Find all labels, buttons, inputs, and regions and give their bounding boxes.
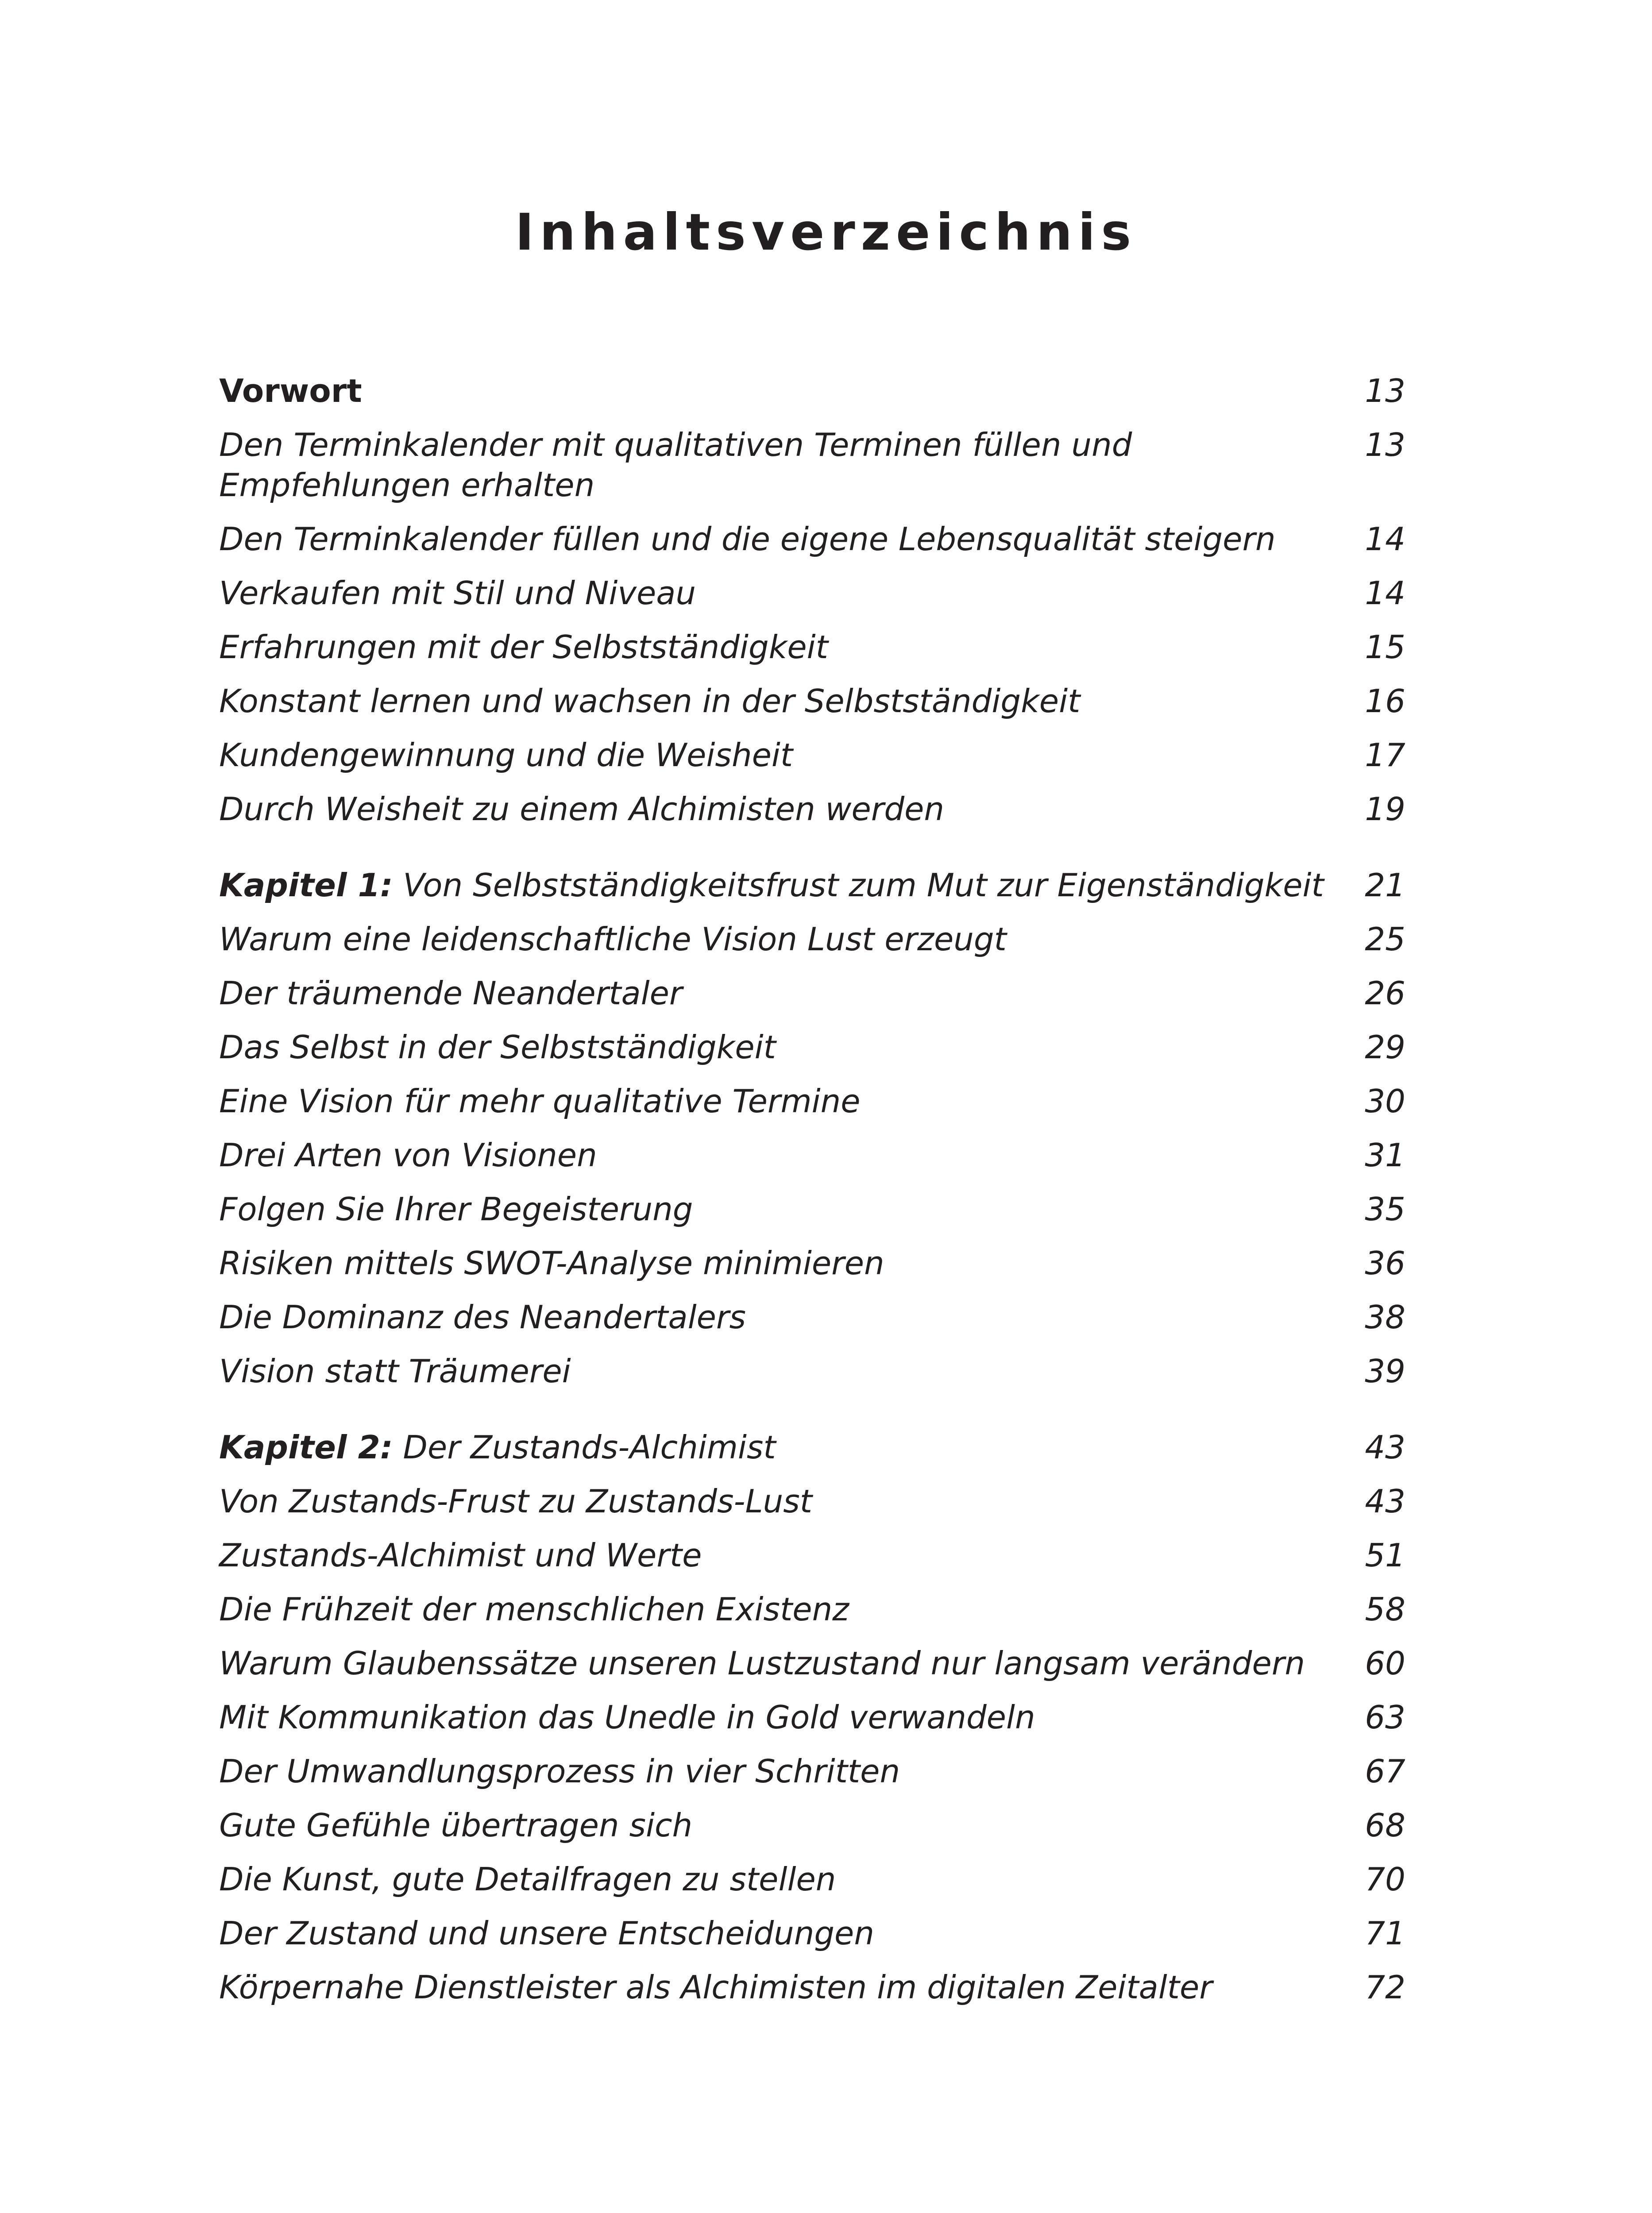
toc-entry — [219, 1859, 1405, 1900]
toc-entry-title: Mit Kommunikation das Unedle in Gold verwandeln — [219, 1699, 1035, 1736]
toc-entry-title: Der Zustand und unsere Entscheidungen — [219, 1915, 874, 1952]
toc-page-number: 17 — [1365, 736, 1405, 774]
toc-page-number: 39 — [1365, 1353, 1405, 1390]
toc-page-number: 71 — [1365, 1915, 1405, 1952]
toc-entry-title: Gute Gefühle übertragen sich — [219, 1807, 693, 1844]
toc-page-number: 43 — [1365, 1483, 1405, 1520]
toc-entry-title: Das Selbst in der Selbstständigkeit — [219, 1029, 776, 1066]
toc-entry-title: Der träumende Neandertaler — [219, 975, 683, 1012]
toc-entry — [219, 1081, 1405, 1122]
toc-entry-title: Warum Glaubenssätze unseren Lustzustand nur langsam verändern — [219, 1645, 1305, 1682]
toc-page-number: 67 — [1365, 1753, 1405, 1790]
toc-chapter-title — [219, 1427, 1339, 1468]
toc-page-number: 29 — [1365, 1029, 1405, 1066]
toc-entry-title: Risiken mittels SWOT-Analyse minimieren — [219, 1245, 884, 1282]
toc-page-number: 38 — [1365, 1299, 1405, 1336]
toc-page-number: 35 — [1365, 1191, 1405, 1228]
toc-entry — [219, 1751, 1405, 1792]
toc-entry — [219, 1805, 1405, 1846]
toc-page-number: 60 — [1365, 1645, 1405, 1682]
toc-chapter-heading — [219, 865, 1405, 906]
toc-entry-title: Den Terminkalender füllen und die eigene Lebensqualität steigern — [219, 520, 1276, 558]
toc-page-number: 25 — [1365, 921, 1405, 958]
toc-section-vorwort — [219, 371, 1405, 829]
toc-chapter-heading — [219, 1427, 1405, 1468]
toc-entry-title: Verkaufen mit Stil und Niveau — [219, 574, 696, 612]
toc-chapter-title — [219, 865, 1339, 906]
toc-page-number: 21 — [1365, 867, 1405, 904]
toc-page-number: 43 — [1365, 1429, 1405, 1466]
toc-entry — [219, 1643, 1405, 1684]
toc-entry — [219, 1243, 1405, 1284]
toc-entry — [219, 1535, 1405, 1576]
toc-page-number: 36 — [1365, 1245, 1405, 1282]
toc-entry-title: Zustands-Alchimist und Werte — [219, 1537, 702, 1574]
toc-entry — [219, 1967, 1405, 2008]
toc-page-number: 13 — [1365, 372, 1405, 409]
toc-entry-title: Der Umwandlungsprozess in vier Schritten — [219, 1753, 900, 1790]
chapter-title-text: Von Selbstständigkeitsfrust zum Mut zur Eigenständigkeit — [393, 867, 1324, 904]
toc-entry-title: Die Kunst, gute Detailfragen zu stellen — [219, 1861, 836, 1898]
toc-entry — [219, 1481, 1405, 1522]
toc-page-number: 51 — [1365, 1537, 1405, 1574]
toc-entry-title: Konstant lernen und wachsen in der Selbstständigkeit — [219, 682, 1081, 720]
chapter-label: Kapitel 2: — [219, 1429, 393, 1466]
toc-page-number: 15 — [1365, 628, 1405, 666]
toc-entry — [219, 735, 1405, 775]
toc-page-number: 30 — [1365, 1083, 1405, 1120]
toc-entry — [219, 1135, 1405, 1176]
toc-entry — [219, 519, 1405, 559]
toc-page-number: 14 — [1365, 520, 1405, 558]
toc-entry — [219, 681, 1405, 721]
toc-entry — [219, 919, 1405, 960]
toc-entry-title: Vision statt Träumerei — [219, 1353, 571, 1390]
page-title: Inhaltsverzeichnis — [515, 203, 1137, 262]
toc-entry-title: Vorwort — [219, 372, 362, 409]
chapter-label: Kapitel 1: — [219, 867, 393, 904]
chapter-title-text: Der Zustands-Alchimist — [393, 1429, 776, 1466]
table-of-contents — [219, 371, 1405, 2008]
toc-entry — [219, 425, 1405, 505]
toc-entry-vorwort — [219, 371, 1405, 411]
toc-entry-title: Die Dominanz des Neandertalers — [219, 1299, 746, 1336]
toc-entry-title: Folgen Sie Ihrer Begeisterung — [219, 1191, 693, 1228]
toc-entry — [219, 1351, 1405, 1392]
toc-entry — [219, 1913, 1405, 1954]
toc-entry — [219, 1027, 1405, 1068]
toc-entry — [219, 627, 1405, 667]
toc-entry-title: Drei Arten von Visionen — [219, 1137, 597, 1174]
toc-page-number: 13 — [1365, 426, 1405, 463]
toc-entry — [219, 1189, 1405, 1230]
toc-entry-title: Erfahrungen mit der Selbstständigkeit — [219, 628, 828, 666]
toc-page-number: 14 — [1365, 574, 1405, 612]
toc-page-number: 19 — [1365, 790, 1405, 828]
toc-entry-title: Durch Weisheit zu einem Alchimisten werden — [219, 790, 944, 828]
toc-entry — [219, 789, 1405, 829]
toc-entry — [219, 1589, 1405, 1630]
toc-page-number: 68 — [1365, 1807, 1405, 1844]
toc-entry — [219, 573, 1405, 613]
toc-entry-title: Von Zustands-Frust zu Zustands-Lust — [219, 1483, 812, 1520]
toc-entry — [219, 1297, 1405, 1338]
toc-page-number: 31 — [1365, 1137, 1405, 1174]
toc-entry-title: Eine Vision für mehr qualitative Termine — [219, 1083, 861, 1120]
toc-page-number: 26 — [1365, 975, 1405, 1012]
toc-entry-title: Kundengewinnung und die Weisheit — [219, 736, 793, 774]
toc-entry — [219, 973, 1405, 1014]
toc-entry-title: Körpernahe Dienstleister als Alchimisten im digitalen Zeitalter — [219, 1969, 1212, 2006]
toc-page-number: 72 — [1365, 1969, 1405, 2006]
toc-page-number: 58 — [1365, 1591, 1405, 1628]
toc-page-number: 16 — [1365, 682, 1405, 720]
toc-page-number: 63 — [1365, 1699, 1405, 1736]
toc-entry-title: Die Frühzeit der menschlichen Existenz — [219, 1591, 849, 1628]
toc-entry-title: Den Terminkalender mit qualitativen Terminen füllen und Empfehlungen erhalten — [219, 426, 1132, 504]
toc-entry — [219, 1697, 1405, 1738]
toc-section-kapitel-2 — [219, 1427, 1405, 2008]
toc-entry-title: Warum eine leidenschaftliche Vision Lust erzeugt — [219, 921, 1007, 958]
toc-page-number: 70 — [1365, 1861, 1405, 1898]
toc-section-kapitel-1 — [219, 865, 1405, 1392]
